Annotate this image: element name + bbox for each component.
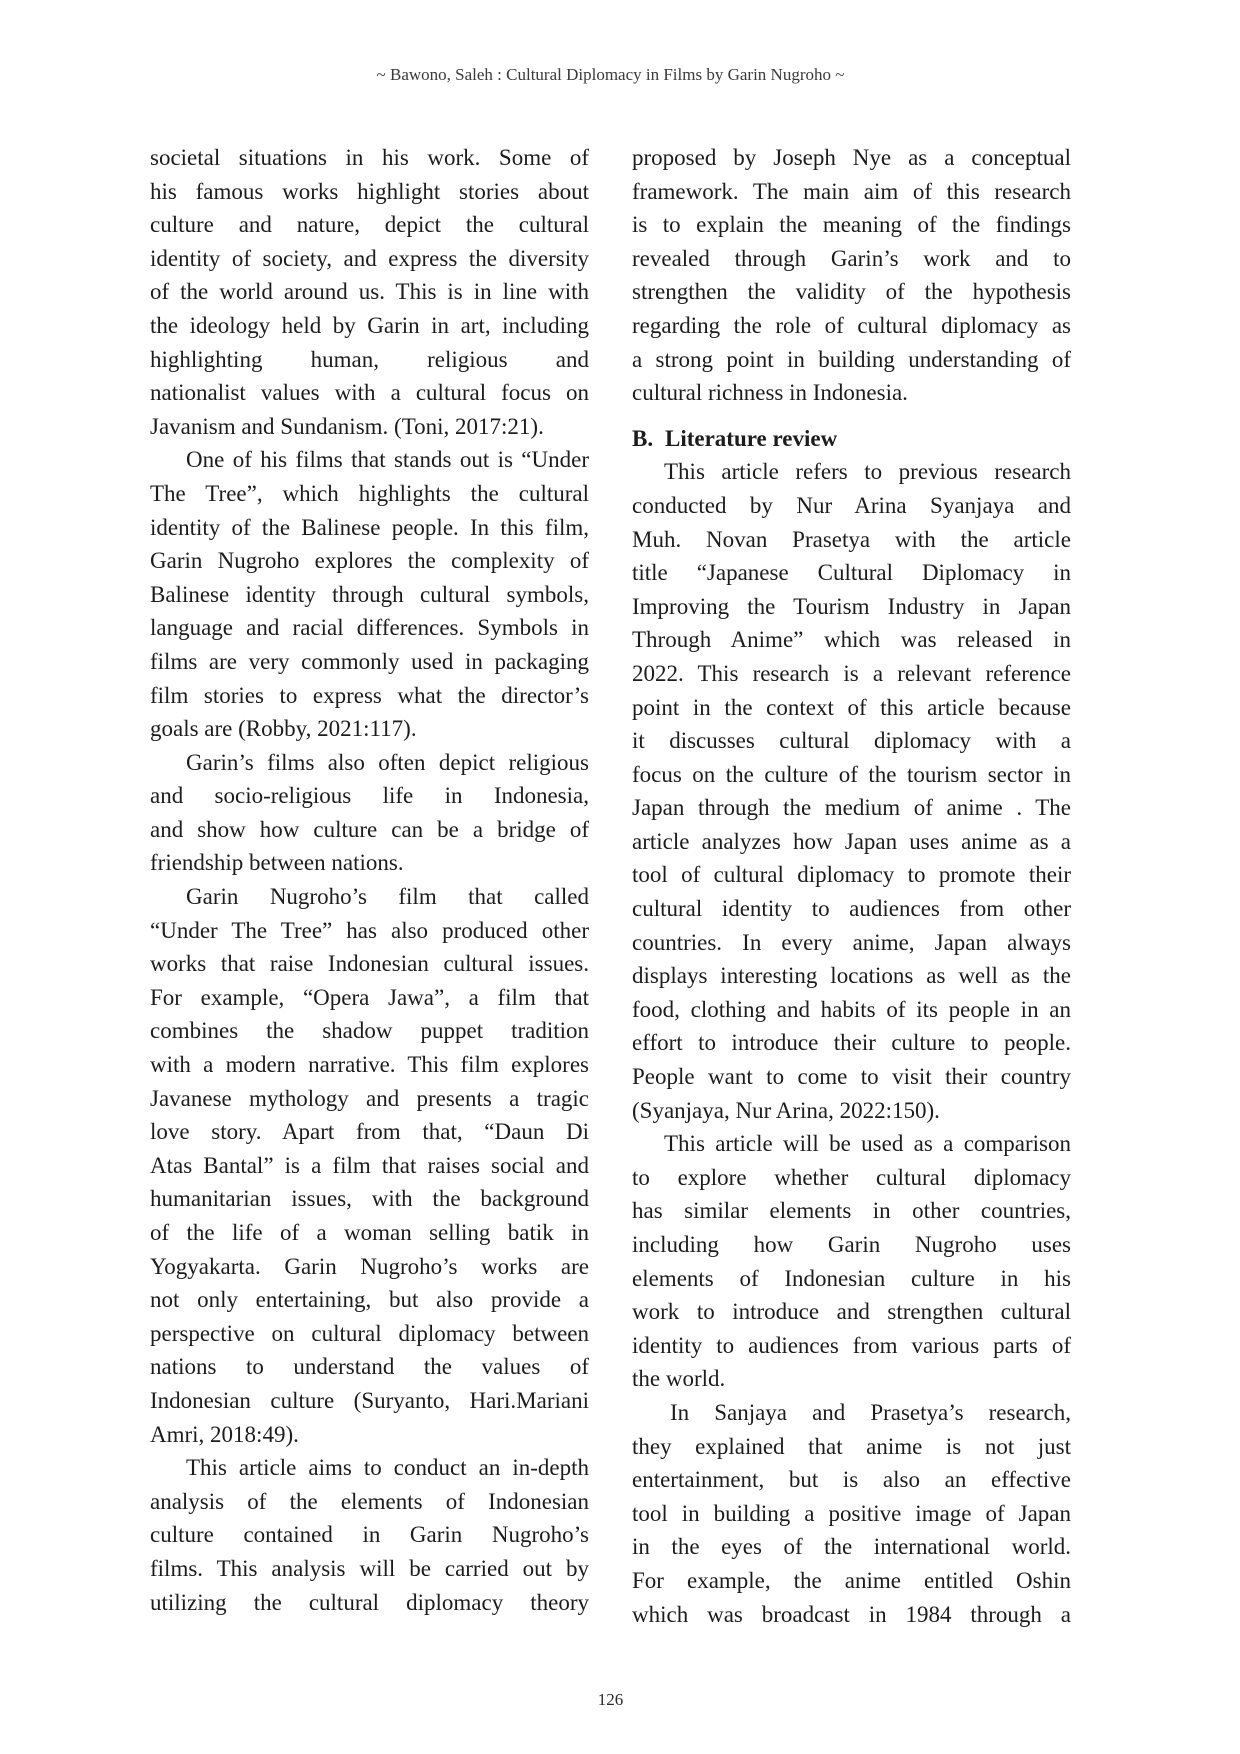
text-line: friendship between nations. bbox=[150, 850, 404, 876]
text-line: nations to understand the values of bbox=[150, 1354, 589, 1380]
text-line: his famous works highlight stories about bbox=[150, 178, 589, 204]
text-line: Atas Bantal” is a film that raises social and bbox=[150, 1152, 589, 1178]
text-line: and socio-religious life in Indonesia, bbox=[150, 783, 589, 809]
right-column bbox=[632, 141, 1071, 1631]
text-line: regarding the role of cultural diplomacy as bbox=[632, 312, 1071, 338]
text-line: effort to introduce their culture to people. bbox=[632, 1030, 1071, 1056]
paragraph bbox=[632, 1396, 1071, 1631]
text-line: revealed through Garin’s work and to bbox=[632, 245, 1071, 271]
text-line: in the eyes of the international world. bbox=[632, 1534, 1071, 1560]
text-line: tool in building a positive image of Japan bbox=[632, 1500, 1071, 1526]
text-line: Muh. Novan Prasetya with the article bbox=[632, 526, 1071, 552]
text-line: is to explain the meaning of the findings bbox=[632, 212, 1071, 238]
left-column bbox=[150, 141, 589, 1619]
text-line: they explained that anime is not just bbox=[632, 1433, 1071, 1459]
text-line: 2022. This research is a relevant reference bbox=[632, 660, 1071, 686]
text-line: The Tree”, which highlights the cultural bbox=[150, 480, 589, 506]
text-line: Indonesian culture (Suryanto, Hari.Mariani bbox=[150, 1387, 589, 1413]
paragraph bbox=[632, 455, 1071, 1127]
text-line: work to introduce and strengthen cultural bbox=[632, 1299, 1071, 1325]
section-marker: B. bbox=[632, 425, 654, 451]
text-line: language and racial differences. Symbols in bbox=[150, 615, 589, 641]
text-line: perspective on cultural diplomacy between bbox=[150, 1320, 589, 1346]
text-line: not only entertaining, but also provide a bbox=[150, 1287, 589, 1313]
text-line: identity to audiences from various parts of bbox=[632, 1332, 1071, 1358]
text-line: proposed by Joseph Nye as a conceptual bbox=[632, 145, 1071, 170]
text-line: to explore whether cultural diplomacy bbox=[632, 1164, 1071, 1190]
text-line: title “Japanese Cultural Diplomacy in bbox=[632, 560, 1071, 586]
text-line: This article refers to previous research bbox=[664, 459, 1071, 485]
text-line: films are very commonly used in packaging bbox=[150, 648, 589, 674]
text-line: (Syanjaya, Nur Arina, 2022:150). bbox=[632, 1097, 940, 1123]
text-line: Garin’s films also often depict religious bbox=[186, 749, 589, 775]
text-line: displays interesting locations as well as the bbox=[632, 963, 1071, 989]
text-line: Javanism and Sundanism. (Toni, 2017:21). bbox=[150, 413, 544, 439]
text-line: works that raise Indonesian cultural issues. bbox=[150, 951, 589, 977]
text-line: This article aims to conduct an in-depth bbox=[186, 1455, 589, 1481]
text-line: culture contained in Garin Nugroho’s bbox=[150, 1522, 589, 1548]
text-line: point in the context of this article because bbox=[632, 694, 1071, 720]
text-line: Japan through the medium of anime . The bbox=[632, 795, 1071, 821]
text-line: culture and nature, depict the cultural bbox=[150, 212, 589, 238]
text-line: focus on the culture of the tourism sector in bbox=[632, 761, 1071, 787]
text-line: For example, “Opera Jawa”, a film that bbox=[150, 984, 589, 1010]
text-line: cultural richness in Indonesia. bbox=[632, 380, 908, 406]
paragraph bbox=[150, 141, 589, 443]
text-line: films. This analysis will be carried out by bbox=[150, 1555, 589, 1581]
text-line: cultural identity to audiences from other bbox=[632, 896, 1071, 922]
text-line: Amri, 2018:49). bbox=[150, 1421, 299, 1447]
text-line: People want to come to visit their country bbox=[632, 1064, 1071, 1090]
text-line: humanitarian issues, with the background bbox=[150, 1186, 589, 1212]
text-line: article analyzes how Japan uses anime as a bbox=[632, 828, 1071, 854]
text-line: This article will be used as a comparison bbox=[664, 1131, 1071, 1157]
paragraph bbox=[632, 1127, 1071, 1396]
text-line: of the life of a woman selling batik in bbox=[150, 1220, 589, 1245]
text-line: goals are (Robby, 2021:117). bbox=[150, 716, 417, 742]
page-number: 126 bbox=[597, 1690, 624, 1709]
text-line: food, clothing and habits of its people in an bbox=[632, 996, 1071, 1022]
text-line: highlighting human, religious and bbox=[150, 346, 589, 372]
text-line: identity of the Balinese people. In this film, bbox=[150, 514, 589, 540]
text-line: Javanese mythology and presents a tragic bbox=[150, 1085, 589, 1111]
text-line: Yogyakarta. Garin Nugroho’s works are bbox=[150, 1253, 589, 1279]
text-line: analysis of the elements of Indonesian bbox=[150, 1488, 589, 1514]
text-line: conducted by Nur Arina Syanjaya and bbox=[632, 492, 1071, 518]
paragraph bbox=[150, 746, 589, 880]
text-line: combines the shadow puppet tradition bbox=[150, 1018, 589, 1044]
text-line: For example, the anime entitled Oshin bbox=[632, 1567, 1071, 1593]
text-line: elements of Indonesian culture in his bbox=[632, 1265, 1071, 1291]
text-line: In Sanjaya and Prasetya’s research, bbox=[670, 1399, 1071, 1425]
text-line: entertainment, but is also an effective bbox=[632, 1467, 1071, 1493]
text-line: strengthen the validity of the hypothesis bbox=[632, 279, 1071, 305]
text-line: One of his films that stands out is “Under bbox=[186, 447, 589, 473]
text-line: film stories to express what the director’s bbox=[150, 682, 589, 708]
paragraph bbox=[632, 141, 1071, 410]
text-line: countries. In every anime, Japan always bbox=[632, 929, 1071, 955]
running-header: ~ Bawono, Saleh : Cultural Diplomacy in Films by Garin Nugroho ~ bbox=[376, 65, 845, 84]
text-line: has similar elements in other countries, bbox=[632, 1198, 1071, 1224]
paragraph bbox=[150, 1451, 589, 1619]
text-line: Garin Nugroho explores the complexity of bbox=[150, 548, 589, 574]
text-line: with a modern narrative. This film explores bbox=[150, 1052, 589, 1078]
text-line: tool of cultural diplomacy to promote their bbox=[632, 862, 1071, 888]
paragraph bbox=[150, 443, 589, 745]
text-line: the world. bbox=[632, 1366, 726, 1392]
text-line: Garin Nugroho’s film that called bbox=[186, 884, 589, 910]
text-line: of the world around us. This is in line with bbox=[150, 279, 589, 305]
text-line: the ideology held by Garin in art, including bbox=[150, 312, 589, 338]
text-line: framework. The main aim of this research bbox=[632, 178, 1071, 204]
text-line: and show how culture can be a bridge of bbox=[150, 816, 589, 842]
text-line: it discusses cultural diplomacy with a bbox=[632, 728, 1071, 754]
text-line: Through Anime” which was released in bbox=[632, 627, 1071, 653]
section-heading bbox=[632, 422, 1071, 456]
text-line: Improving the Tourism Industry in Japan bbox=[632, 593, 1071, 619]
paragraph bbox=[150, 880, 589, 1451]
text-line: “Under The Tree” has also produced other bbox=[150, 917, 589, 943]
text-line: societal situations in his work. Some of bbox=[150, 145, 589, 170]
text-line: utilizing the cultural diplomacy theory bbox=[150, 1589, 589, 1615]
text-line: love story. Apart from that, “Daun Di bbox=[150, 1119, 589, 1145]
text-line: identity of society, and express the diversity bbox=[150, 245, 589, 271]
text-line: including how Garin Nugroho uses bbox=[632, 1232, 1071, 1257]
section-title: Literature review bbox=[665, 425, 838, 451]
text-line: Balinese identity through cultural symbols, bbox=[150, 581, 589, 607]
text-line: which was broadcast in 1984 through a bbox=[632, 1601, 1071, 1627]
text-line: nationalist values with a cultural focus on bbox=[150, 380, 589, 406]
text-line: a strong point in building understanding of bbox=[632, 346, 1071, 372]
